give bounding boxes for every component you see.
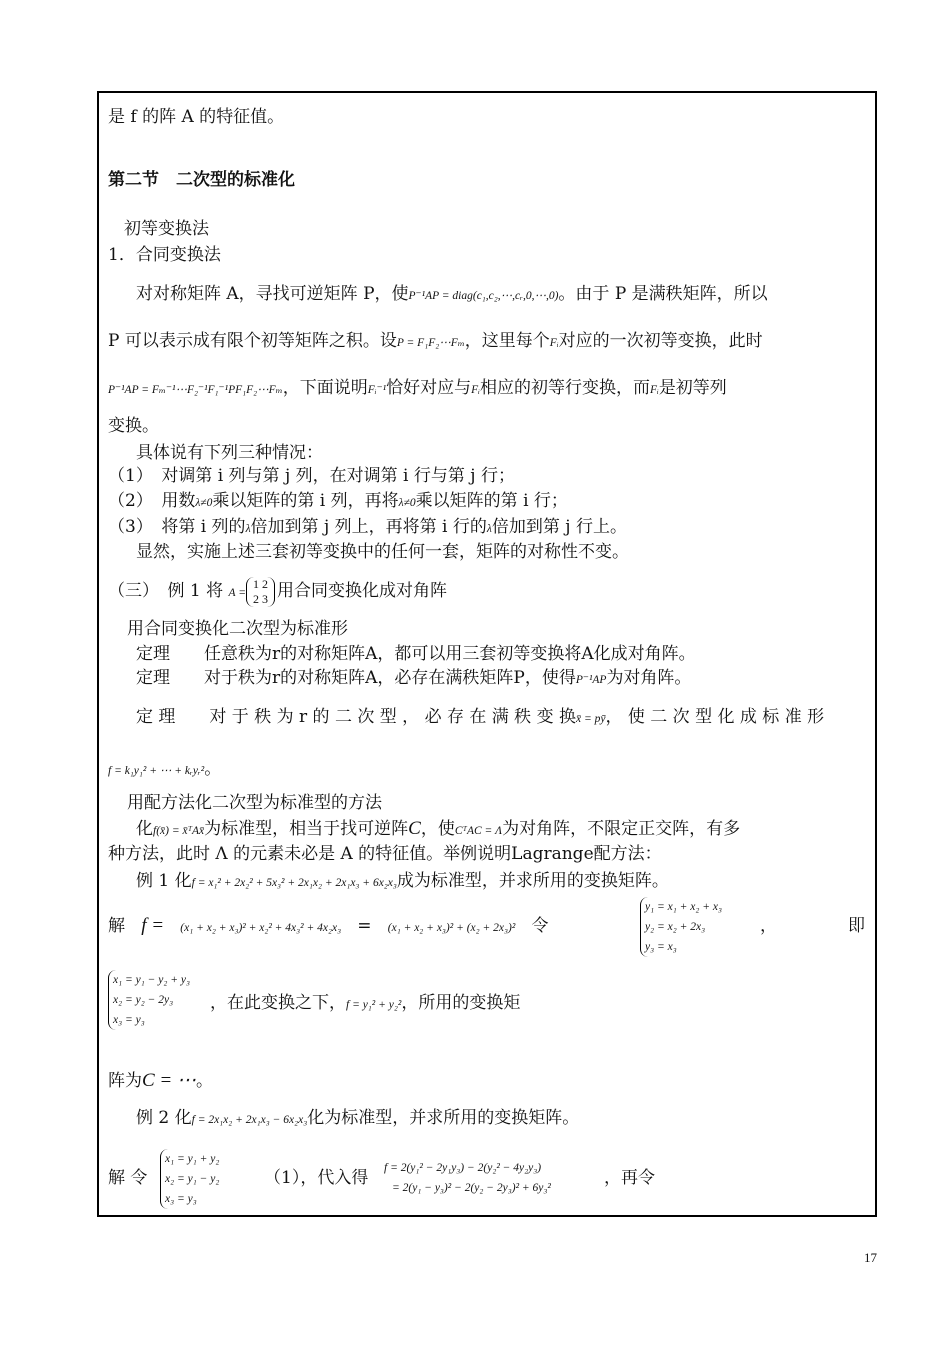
text-span: 令: [531, 916, 549, 936]
text-span: 为对角阵，不限定正交阵，有多: [502, 819, 741, 839]
text-span: P 可以表示成有限个初等矩阵之积。设: [108, 331, 397, 351]
text-line: [108, 490, 568, 514]
text-span: （3） 将第 i 列的: [108, 517, 246, 537]
text-span: ，下面说明: [282, 378, 368, 398]
equation: x₁ = y₁ + y₂: [165, 1153, 220, 1165]
text-line: [108, 330, 763, 354]
text-line: 种方法，此时 Λ 的元素未必是 A 的特征值。举例说明Lagrange配方法：: [108, 844, 662, 864]
text-span: 解: [108, 916, 125, 936]
matrix: [246, 577, 275, 607]
text-line: [108, 915, 549, 939]
math-expression: f = y₁² + y₂²: [346, 999, 402, 1011]
text-span: ，在此变换之下，: [210, 993, 346, 1013]
text-line: （1），代入得: [264, 1168, 369, 1188]
text-span: 。由于 P 是满秩矩阵，所以: [558, 284, 768, 304]
text-line: 解 令: [108, 1168, 148, 1188]
text-span: 定理 对于秩为r的对称矩阵A，必存在满秩矩阵P，使得: [136, 668, 576, 688]
math-expression: f(x̄) = x̄ᵀAx̄: [153, 825, 205, 837]
text-span: 成为标准型，并求所用的变换矩阵。: [396, 871, 669, 891]
math-expression: P = F₁F₂⋯Fₘ: [396, 337, 465, 349]
text-line: [108, 758, 221, 782]
math-expression: λ: [245, 523, 251, 535]
text-span: 乘以矩阵的第 i 行；: [415, 491, 568, 511]
text-span: 倍加到第 j 行上。: [491, 517, 627, 537]
text-span: 为对角阵。: [606, 668, 692, 688]
text-span: 是初等列: [658, 378, 727, 398]
equation: f = 2(y₁² − 2y₁y₃) − 2(y₂² − 4y₂y₃): [384, 1162, 542, 1174]
math-expression: λ≠0: [398, 497, 416, 509]
text-span: 对对称矩阵 A，寻找可逆矩阵 P，使: [136, 284, 409, 304]
text-span: 。: [196, 1071, 213, 1091]
text-span: ， 使 二 次 型 化 成 标 准 形: [605, 707, 825, 727]
math-expression: λ≠0: [195, 497, 213, 509]
text-span: 乘以矩阵的第 i 列，再将: [212, 491, 399, 511]
math-expression: C = ⋯: [142, 1070, 196, 1091]
equation: = 2(y₁ − y₃)² − 2(y₂ − 2y₃)² + 6y₃²: [392, 1182, 551, 1194]
math-expression: x̄ = pȳ: [576, 713, 606, 725]
text-line: 是 f 的阵 A 的特征值。: [108, 107, 285, 127]
text-line: [210, 992, 520, 1016]
text-line: 用配方法化二次型为标准型的方法: [127, 793, 382, 813]
equation-system: [640, 897, 728, 957]
text-span: 例 2 化: [136, 1108, 192, 1128]
matrix-row: 2 3: [252, 591, 268, 606]
text-line: [136, 1107, 579, 1131]
text-span: 。: [204, 759, 222, 779]
theorem-line: 定理 任意秩为r的对称矩阵A，都可以用三套初等变换将A化成对角阵。: [136, 644, 696, 664]
text-line: ，: [760, 916, 777, 936]
equation: x₁ = y₁ − y₂ + y₃: [113, 974, 190, 986]
text-span: =: [357, 916, 372, 936]
text-span: 用合同变换化成对角阵: [276, 581, 447, 601]
text-span: （三） 例 1 将: [108, 581, 224, 601]
text-line: ，再令: [604, 1168, 655, 1188]
text-line: [108, 377, 727, 401]
equation: y₂ = x₂ + 2x₃: [645, 921, 706, 933]
text-line: 变换。: [108, 416, 159, 436]
text-span: 化为标准型，并求所用的变换矩阵。: [307, 1108, 580, 1128]
equation: y₁ = x₁ + x₂ + x₃: [645, 901, 722, 913]
section-heading: 第二节 二次型的标准化: [108, 170, 295, 190]
math-expression: (x₁ + x₂ + x₃)² + x₂² + 4x₃² + 4x₂x₃: [180, 922, 342, 934]
text-line: 1．合同变换法: [108, 245, 221, 265]
math-expression: P⁻¹AP = Fₘ⁻¹⋯F₂⁻¹F₁⁻¹PF₁F₂⋯Fₘ: [108, 384, 283, 396]
text-span: （2） 用数: [108, 491, 196, 511]
text-span: ，使: [420, 819, 455, 839]
text-line: 即: [848, 916, 865, 936]
text-span: 对应的一次初等变换，此时: [558, 331, 763, 351]
matrix-row: 1 2: [252, 576, 268, 591]
equation: x₃ = y₃: [165, 1193, 197, 1205]
math-expression: P⁻¹AP = diag(c₁,c₂,⋯,cᵣ,0,⋯,0): [408, 290, 559, 302]
math-expression: Fᵢ: [649, 384, 659, 396]
math-expression: λ: [486, 523, 492, 535]
theorem-line: [136, 667, 691, 691]
text-line: 具体说有下列三种情况：: [136, 443, 323, 463]
text-line: [136, 870, 669, 894]
brace: [640, 897, 722, 957]
math-expression: C: [408, 818, 421, 839]
text-line: [108, 516, 627, 540]
text-span: 倍加到第 j 列上，再将第 i 行的: [250, 517, 487, 537]
math-expression: Fᵢ: [471, 384, 480, 396]
text-line: [108, 1070, 213, 1092]
text-line: 用合同变换化二次型为标准形: [127, 619, 348, 639]
text-line: [136, 818, 740, 842]
text-span: ，这里每个: [464, 331, 550, 351]
theorem-line: [136, 706, 824, 730]
text-span: 定 理 对 于 秩 为 r 的 二 次 型 ， 必 存 在 满 秩 变 换: [136, 707, 576, 727]
equation-block: [384, 1158, 551, 1198]
math-expression: (x₁ + x₂ + x₃)² + (x₂ + 2x₃)²: [387, 922, 516, 934]
equation-system: [108, 970, 196, 1030]
equation: x₂ = y₁ − y₂: [165, 1173, 220, 1185]
math-expression: f =: [141, 915, 165, 936]
text-span: ，所用的变换矩: [401, 993, 521, 1013]
math-expression: f = x₁² + 2x₂² + 5x₃² + 2x₁x₂ + 2x₁x₃ + 6x₂x₃: [191, 877, 397, 889]
text-line: [136, 283, 768, 307]
equation: y₃ = x₃: [645, 941, 677, 953]
equation-system: [160, 1149, 225, 1209]
text-line: 初等变换法: [124, 219, 209, 239]
text-line: 显然，实施上述三套初等变换中的任何一套，矩阵的对称性不变。: [136, 542, 629, 562]
text-span: 为标准型，相当于找可逆阵: [204, 819, 409, 839]
math-expression: A =: [228, 587, 246, 599]
brace: [108, 970, 190, 1030]
equation: x₂ = y₂ − 2y₃: [113, 994, 174, 1006]
text-span: 阵为: [108, 1071, 142, 1091]
text-line: （1） 对调第 i 列与第 j 列，在对调第 i 行与第 j 行；: [108, 466, 515, 486]
math-expression: P⁻¹AP: [575, 674, 607, 686]
math-expression: f = 2x₁x₂ + 2x₁x₃ − 6x₂x₃: [191, 1114, 308, 1126]
text-span: 例 1 化: [136, 871, 192, 891]
text-span: 恰好对应与: [386, 378, 472, 398]
brace: [160, 1149, 219, 1209]
math-expression: f = k₁y₁² + ⋯ + kᵣyᵣ²: [108, 765, 205, 777]
math-expression: Fᵢ⁻¹: [367, 384, 387, 396]
text-span: 化: [136, 819, 153, 839]
math-expression: CᵀAC = Λ: [454, 825, 503, 837]
math-expression: Fᵢ: [549, 337, 559, 349]
page-number: 17: [864, 1250, 877, 1265]
equation: x₃ = y₃: [113, 1014, 145, 1026]
text-line: [108, 574, 447, 610]
text-span: 相应的初等行变换，而: [479, 378, 650, 398]
